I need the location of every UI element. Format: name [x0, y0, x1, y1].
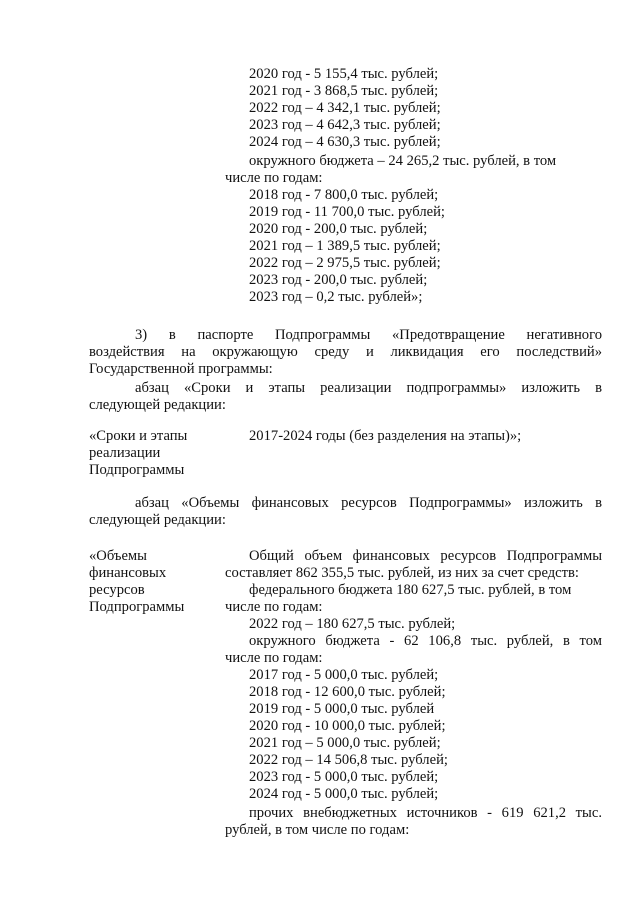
- text-line: 2023 год – 4 642,3 тыс. рублей;: [249, 117, 441, 133]
- volumes-value-line: составляет 862 355,5 тыс. рублей, из них за счет средств:: [225, 565, 579, 581]
- text-line: 2023 год - 200,0 тыс. рублей;: [249, 272, 428, 288]
- text-line: 2022 год – 2 975,5 тыс. рублей;: [249, 255, 441, 271]
- text-line: 2018 год - 7 800,0 тыс. рублей;: [249, 187, 439, 203]
- text-line: 2019 год - 11 700,0 тыс. рублей;: [249, 204, 445, 220]
- text-line: 2024 год – 4 630,3 тыс. рублей;: [249, 134, 441, 150]
- volumes-label-line: Подпрограммы: [89, 599, 185, 615]
- volumes-value-line: 2020 год - 10 000,0 тыс. рублей;: [249, 718, 446, 734]
- volumes-label-line: ресурсов: [89, 582, 145, 598]
- text-line: окружного бюджета – 24 265,2 тыс. рублей, в том: [249, 153, 557, 169]
- text-line: следующей редакции:: [89, 397, 226, 413]
- text-line: абзац «Объемы финансовых ресурсов Подпрограммы» изложить в: [135, 495, 602, 511]
- text-line: 2020 год - 200,0 тыс. рублей;: [249, 221, 428, 237]
- volumes-value-line: 2018 год - 12 600,0 тыс. рублей;: [249, 684, 446, 700]
- volumes-value-line: окружного бюджета - 62 106,8 тыс. рублей, в том: [249, 633, 602, 649]
- text-line: 3) в паспорте Подпрограммы «Предотвращение негативного: [135, 327, 602, 343]
- text-line: 2021 год – 1 389,5 тыс. рублей;: [249, 238, 441, 254]
- volumes-label-line: финансовых: [89, 565, 167, 581]
- text-line: числе по годам:: [225, 170, 323, 186]
- terms-label-line: реализации: [89, 445, 161, 461]
- volumes-value-line: числе по годам:: [225, 599, 323, 615]
- volumes-value-line: федерального бюджета 180 627,5 тыс. рублей, в том: [249, 582, 572, 598]
- volumes-value-line: 2022 год – 14 506,8 тыс. рублей;: [249, 752, 448, 768]
- volumes-value-line: 2021 год – 5 000,0 тыс. рублей;: [249, 735, 441, 751]
- terms-label-line: «Сроки и этапы: [89, 428, 188, 444]
- text-line: 2023 год – 0,2 тыс. рублей»;: [249, 289, 423, 305]
- volumes-label-line: «Объемы: [89, 548, 147, 564]
- text-line: воздействия на окружающую среду и ликвидация его последствий»: [89, 344, 602, 360]
- volumes-value-line: 2023 год - 5 000,0 тыс. рублей;: [249, 769, 439, 785]
- text-line: 2020 год - 5 155,4 тыс. рублей;: [249, 66, 439, 82]
- text-line: абзац «Сроки и этапы реализации подпрограммы» изложить в: [135, 380, 602, 396]
- volumes-value-line: 2017 год - 5 000,0 тыс. рублей;: [249, 667, 439, 683]
- text-line: 2022 год – 4 342,1 тыс. рублей;: [249, 100, 441, 116]
- text-line: следующей редакции:: [89, 512, 226, 528]
- volumes-value-line: прочих внебюджетных источников - 619 621,2 тыс.: [249, 805, 602, 821]
- text-line: 2021 год - 3 868,5 тыс. рублей;: [249, 83, 439, 99]
- text-line: Государственной программы:: [89, 361, 273, 377]
- terms-label-line: Подпрограммы: [89, 462, 185, 478]
- volumes-value-line: 2024 год - 5 000,0 тыс. рублей;: [249, 786, 439, 802]
- volumes-value-line: 2019 год - 5 000,0 тыс. рублей: [249, 701, 435, 717]
- volumes-value-line: Общий объем финансовых ресурсов Подпрограммы: [249, 548, 602, 564]
- volumes-value-line: рублей, в том числе по годам:: [225, 822, 410, 838]
- volumes-value-line: числе по годам:: [225, 650, 323, 666]
- terms-value: 2017-2024 годы (без разделения на этапы)»;: [249, 428, 522, 444]
- volumes-value-line: 2022 год – 180 627,5 тыс. рублей;: [249, 616, 456, 632]
